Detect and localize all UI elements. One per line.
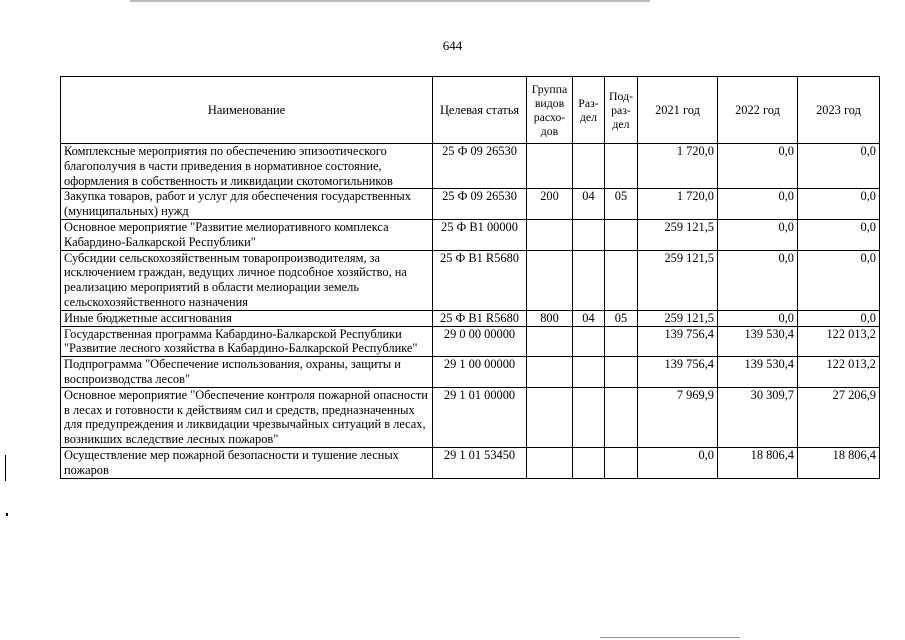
row-2021: 259 121,5: [638, 250, 718, 310]
header-2021: 2021 год: [638, 77, 718, 144]
row-name: Осуществление мер пожарной безопасности и тушение лесных пожаров: [61, 447, 433, 478]
row-name: Субсидии сельскохозяйственным товаропроизводителям, за исключением граждан, ведущих личное подсобное хозяйство, на реализацию мероприятий в области мелиорации земель сельскохозяйственного назначения: [61, 250, 433, 310]
row-2021: 7 969,9: [638, 387, 718, 447]
row-target: 29 0 00 00000: [433, 326, 527, 357]
row-target: 29 1 00 00000: [433, 357, 527, 388]
row-2023: 27 206,9: [798, 387, 880, 447]
scan-artifact-bottom: [600, 637, 740, 638]
row-target: 25 Ф 09 26530: [433, 144, 527, 189]
row-2023: 0,0: [798, 250, 880, 310]
page-number: 644: [442, 38, 463, 53]
row-subsection: [605, 250, 638, 310]
row-2021: 139 756,4: [638, 326, 718, 357]
row-subsection: [605, 144, 638, 189]
scan-artifact-left-2: [6, 513, 8, 516]
row-group: [527, 357, 573, 388]
row-subsection: [605, 447, 638, 478]
row-2021: 0,0: [638, 447, 718, 478]
row-section: [573, 144, 605, 189]
row-section: [573, 326, 605, 357]
scan-artifact-top: [130, 0, 650, 2]
row-section: [573, 387, 605, 447]
row-name: Иные бюджетные ассигнования: [61, 310, 433, 326]
row-name: Основное мероприятие "Развитие мелиоративного комплекса Кабардино-Балкарской Республики": [61, 219, 433, 250]
header-2022: 2022 год: [718, 77, 798, 144]
table-row: [61, 250, 880, 310]
row-2023: 122 013,2: [798, 357, 880, 388]
row-target: 25 Ф В1 00000: [433, 219, 527, 250]
table-row: [61, 219, 880, 250]
row-group: [527, 326, 573, 357]
row-group: [527, 219, 573, 250]
row-2021: 1 720,0: [638, 144, 718, 189]
row-group: [527, 144, 573, 189]
row-subsection: [605, 387, 638, 447]
row-name: Закупка товаров, работ и услуг для обеспечения государственных (муниципальных) нужд: [61, 189, 433, 220]
scan-artifact-left-1: [5, 455, 6, 481]
table-row: [61, 387, 880, 447]
table-row: [61, 144, 880, 189]
table-row: [61, 189, 880, 220]
row-target: 25 Ф В1 R5680: [433, 250, 527, 310]
row-target: 29 1 01 53450: [433, 447, 527, 478]
row-2021: 259 121,5: [638, 219, 718, 250]
row-2021: 1 720,0: [638, 189, 718, 220]
table-row: [61, 310, 880, 326]
row-2021: 259 121,5: [638, 310, 718, 326]
header-row: [61, 77, 880, 144]
row-target: 25 Ф В1 R5680: [433, 310, 527, 326]
row-group: 200: [527, 189, 573, 220]
table-row: [61, 447, 880, 478]
header-group: Группа видов расхо-дов: [527, 77, 573, 144]
row-2022: 0,0: [718, 310, 798, 326]
row-2022: 0,0: [718, 250, 798, 310]
row-group: [527, 447, 573, 478]
table-row: [61, 326, 880, 357]
row-2022: 0,0: [718, 144, 798, 189]
row-section: [573, 447, 605, 478]
row-2022: 139 530,4: [718, 357, 798, 388]
row-2023: 0,0: [798, 189, 880, 220]
header-2023: 2023 год: [798, 77, 880, 144]
row-2022: 0,0: [718, 189, 798, 220]
row-subsection: [605, 326, 638, 357]
row-2023: 0,0: [798, 219, 880, 250]
row-2023: 122 013,2: [798, 326, 880, 357]
row-name: Государственная программа Кабардино-Балкарской Республики "Развитие лесного хозяйства в Кабардино-Балкарской Республике": [61, 326, 433, 357]
row-2022: 30 309,7: [718, 387, 798, 447]
header-target: Целевая статья: [433, 77, 527, 144]
row-section: 04: [573, 310, 605, 326]
row-target: 29 1 01 00000: [433, 387, 527, 447]
row-name: Комплексные мероприятия по обеспечению эпизоотического благополучия в части приведения в нормативное состояние, оформления в собственность и ликвидации скотомогильников: [61, 144, 433, 189]
row-2022: 139 530,4: [718, 326, 798, 357]
row-2022: 18 806,4: [718, 447, 798, 478]
row-2023: 0,0: [798, 310, 880, 326]
row-subsection: 05: [605, 310, 638, 326]
row-section: [573, 357, 605, 388]
row-group: 800: [527, 310, 573, 326]
row-group: [527, 250, 573, 310]
row-name: Подпрограмма "Обеспечение использования, охраны, защиты и воспроизводства лесов": [61, 357, 433, 388]
row-subsection: [605, 357, 638, 388]
table-row: [61, 357, 880, 388]
row-section: 04: [573, 189, 605, 220]
row-2021: 139 756,4: [638, 357, 718, 388]
row-name: Основное мероприятие "Обеспечение контроля пожарной опасности в лесах и готовности к действиям сил и средств, предназначенных для предупреждения и ликвидации чрезвычайных ситуаций в лесах, возникших вследствие лесных пожаров": [61, 387, 433, 447]
row-2023: 0,0: [798, 144, 880, 189]
header-subsection: Под-раз-дел: [605, 77, 638, 144]
row-subsection: [605, 219, 638, 250]
header-name: Наименование: [61, 77, 433, 144]
row-target: 25 Ф 09 26530: [433, 189, 527, 220]
row-2023: 18 806,4: [798, 447, 880, 478]
row-group: [527, 387, 573, 447]
row-section: [573, 250, 605, 310]
row-2022: 0,0: [718, 219, 798, 250]
row-section: [573, 219, 605, 250]
budget-table: [60, 76, 880, 479]
header-section: Раз-дел: [573, 77, 605, 144]
row-subsection: 05: [605, 189, 638, 220]
